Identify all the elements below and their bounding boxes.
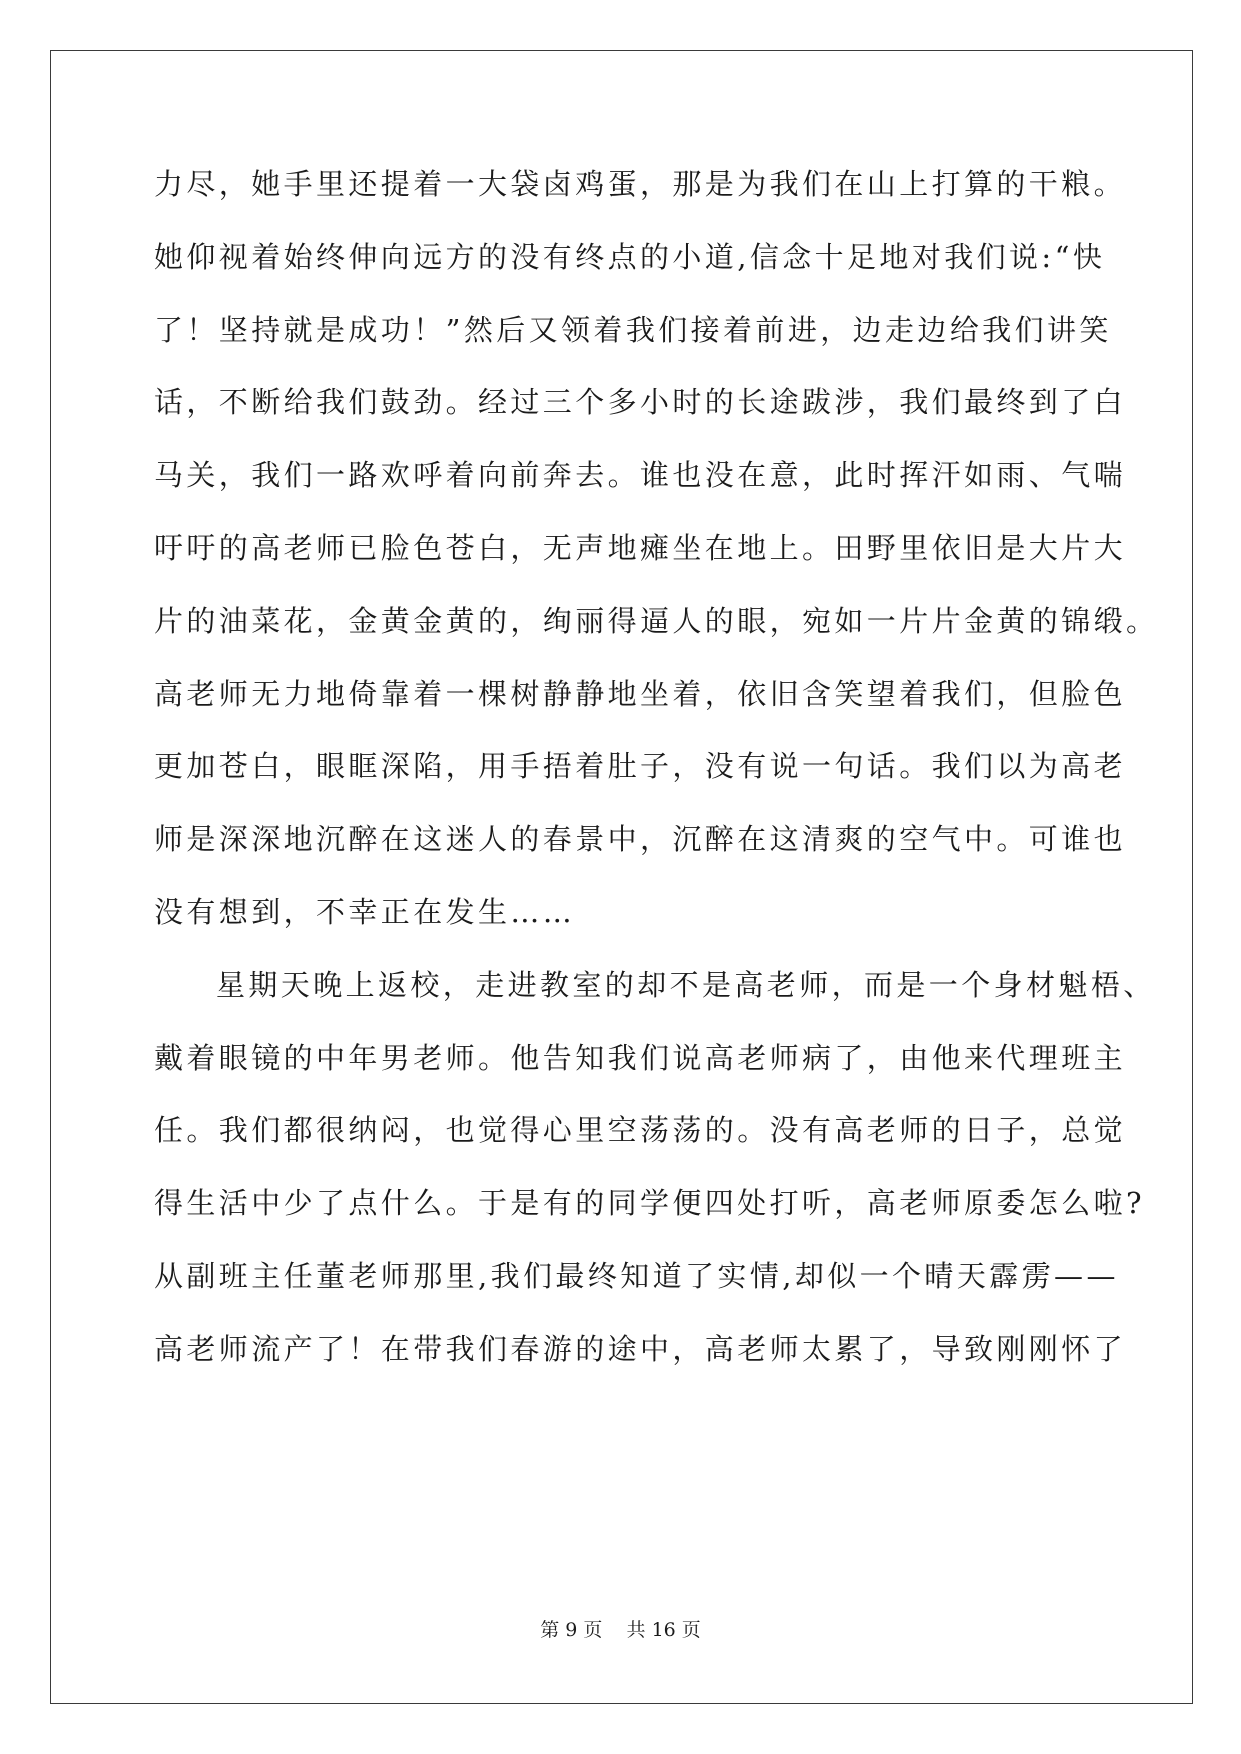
text-line: 高老师流产了！在带我们春游的途中，高老师太累了，导致刚刚怀了 xyxy=(154,1331,1127,1366)
text-line: 高老师无力地倚靠着一棵树静静地坐着，依旧含笑望着我们，但脸色 xyxy=(154,676,1127,711)
text-line: 从副班主任董老师那里,我们最终知道了实情,却似一个晴天霹雳—— xyxy=(154,1259,1119,1293)
text-line: 戴着眼镜的中年男老师。他告知我们说高老师病了，由他来代理班主 xyxy=(154,1040,1127,1075)
text-line: 没有想到，不幸正在发生…… xyxy=(154,895,576,929)
text-line: 了！坚持就是成功！”然后又领着我们接着前进，边走边给我们讲笑 xyxy=(154,312,1112,347)
text-line: 力尽，她手里还提着一大袋卤鸡蛋，那是为我们在山上打算的干粮。 xyxy=(154,167,1127,201)
text-line: 她仰视着始终伸向远方的没有终点的小道,信念十足地对我们说:“快 xyxy=(154,239,1106,274)
text-line: 星期天晚上返校，走进教室的却不是高老师，而是一个身材魁梧、 xyxy=(216,967,1156,1002)
text-line: 吁吁的高老师已脸色苍白，无声地瘫坐在地上。田野里依旧是大片大 xyxy=(154,531,1127,565)
text-line: 任。我们都很纳闷，也觉得心里空荡荡的。没有高老师的日子，总觉 xyxy=(154,1113,1127,1148)
text-line: 更加苍白，眼眶深陷，用手捂着肚子，没有说一句话。我们以为高老 xyxy=(154,749,1127,784)
text-line: 片的油菜花，金黄金黄的，绚丽得逼人的眼，宛如一片片金黄的锦缎。 xyxy=(154,603,1159,638)
text-line: 得生活中少了点什么。于是有的同学便四处打听，高老师原委怎么啦? xyxy=(154,1186,1145,1221)
page-number: 第 9 页 xyxy=(540,1619,603,1641)
text-line: 话，不断给我们鼓劲。经过三个多小时的长途跋涉，我们最终到了白 xyxy=(154,385,1127,420)
page-total: 共 16 页 xyxy=(626,1619,701,1641)
page-footer xyxy=(0,1618,1241,1642)
footer-spacer xyxy=(602,1619,626,1641)
text-line: 师是深深地沉醉在这迷人的春景中，沉醉在这清爽的空气中。可谁也 xyxy=(154,822,1127,857)
text-line: 马关，我们一路欢呼着向前奔去。谁也没在意，此时挥汗如雨、气喘 xyxy=(154,458,1127,493)
page-border xyxy=(50,50,1193,1704)
